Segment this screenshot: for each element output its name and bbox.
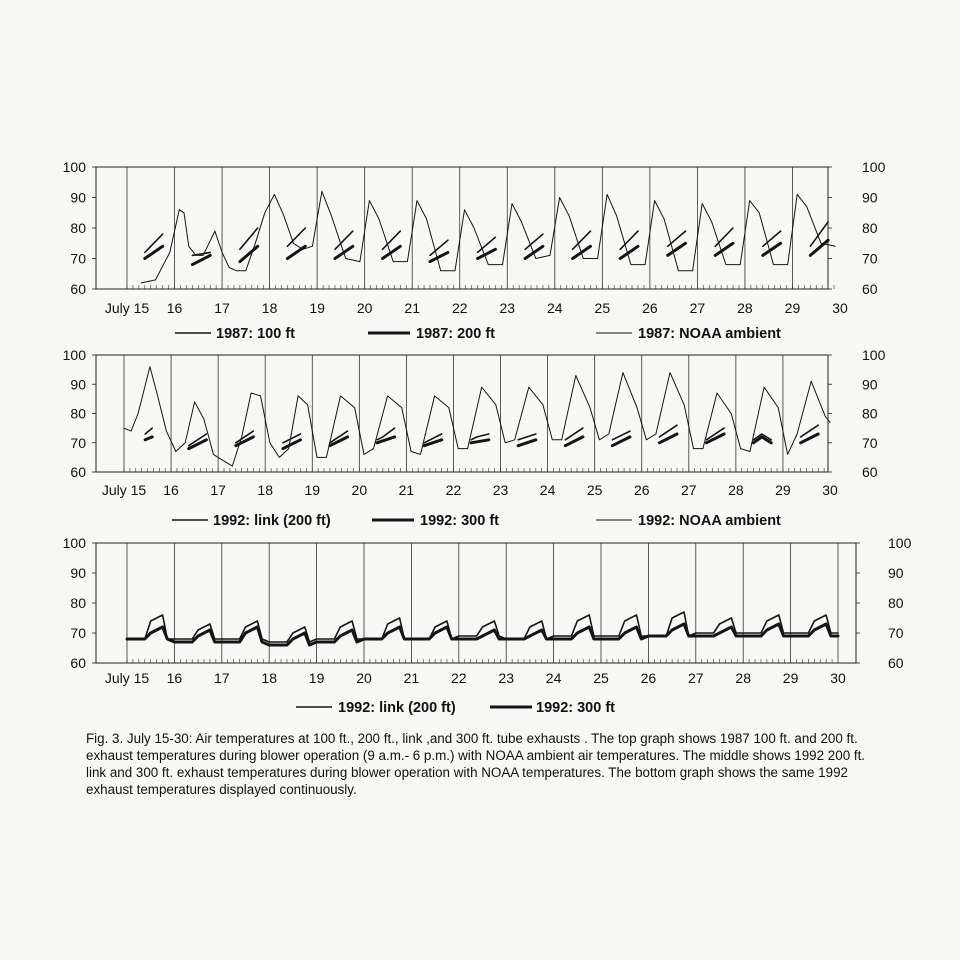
series-segment-heavy (518, 440, 536, 446)
x-tick-label: 23 (492, 482, 509, 498)
x-tick-label: July 15 (104, 300, 150, 316)
x-tick-label: 30 (822, 482, 838, 498)
x-tick-label: 29 (775, 482, 791, 498)
x-tick-label: 18 (257, 482, 273, 498)
x-tick-label: 18 (261, 670, 277, 686)
legend-label: 1992: 300 ft (536, 700, 615, 716)
x-tick-label: 20 (351, 482, 368, 498)
y-tick-label-right: 90 (862, 189, 878, 206)
series-segment-heavy (668, 243, 686, 255)
series-segment-heavy (471, 440, 489, 443)
x-tick-label: 27 (689, 300, 706, 316)
top-panel-1987 (63, 159, 886, 342)
y-tick-label-left: 90 (70, 189, 86, 206)
legend-label: 1987: 200 ft (416, 326, 495, 342)
x-tick-label: July 15 (104, 670, 150, 686)
series-segment-heavy (240, 246, 258, 261)
legend-label: 1992: link (200 ft) (338, 700, 456, 716)
x-tick-label: 17 (214, 300, 230, 316)
series-segment-heavy (145, 437, 152, 440)
y-tick-label-left: 70 (70, 434, 86, 451)
series-segment-medium (240, 228, 258, 249)
series-segment-heavy (763, 243, 781, 255)
x-tick-label: 25 (586, 482, 603, 498)
x-tick-label: 25 (594, 300, 611, 316)
y-tick-label-left: 60 (70, 281, 86, 297)
legend-label: 1987: NOAA ambient (638, 326, 781, 342)
x-tick-label: 16 (166, 670, 183, 686)
y-tick-label-left: 60 (70, 464, 86, 480)
y-tick-label-left: 80 (70, 595, 86, 611)
series-segment-heavy (715, 243, 733, 255)
x-tick-label: 16 (163, 482, 179, 498)
y-tick-label-left: 100 (62, 159, 86, 175)
x-tick-label: 23 (498, 670, 514, 686)
x-tick-label: 24 (545, 670, 562, 686)
y-tick-label-left: 100 (62, 535, 86, 551)
figure-caption: Fig. 3. July 15-30: Air temperatures at 100 ft., 200 ft., link ,and 300 ft. tube exhausts . The top graph shows 1987 100 ft. and 200 ft. exhaust temperatures during blower operation (9 a.m.- 6 p.m.) with NOAA ambient air temperatures. The middle shows 1992 200 ft. link and 300 ft. exhaust temperatures during blower operation with NOAA temperatures. The bottom graph shows the same 1992 exhaust temperatures displayed continuously. (86, 731, 866, 797)
y-tick-label-right: 80 (862, 220, 878, 236)
x-tick-label: 22 (451, 670, 467, 686)
bottom-panel-1992-continuous (63, 535, 912, 716)
x-tick-label: 27 (681, 482, 697, 498)
x-tick-label: 29 (784, 300, 801, 316)
y-tick-label-right: 60 (862, 281, 878, 297)
series-line-thin (124, 367, 830, 466)
middle-panel-1992 (63, 347, 886, 529)
x-tick-label: 17 (210, 482, 226, 498)
x-tick-label: 25 (593, 670, 609, 686)
y-tick-label-right: 60 (862, 464, 878, 480)
x-tick-label: 21 (404, 300, 420, 316)
y-tick-label-left: 60 (70, 655, 86, 671)
x-tick-label: 22 (451, 300, 468, 316)
x-tick-label: 30 (832, 300, 848, 316)
x-tick-label: 24 (539, 482, 556, 498)
x-tick-label: 21 (398, 482, 415, 498)
x-tick-label: 21 (403, 670, 420, 686)
series-segment-heavy (525, 246, 543, 258)
x-tick-label: 29 (782, 670, 799, 686)
legend-label: 1992: link (200 ft) (213, 513, 331, 529)
y-tick-label-left: 90 (70, 565, 86, 581)
x-tick-label: 28 (737, 300, 753, 316)
y-tick-label-left: 70 (70, 250, 86, 267)
legend-label: 1992: NOAA ambient (638, 513, 781, 529)
y-tick-label-right: 80 (862, 405, 878, 422)
x-tick-label: 17 (214, 670, 230, 686)
plot-frame (96, 543, 856, 663)
series-segment-heavy (145, 246, 163, 258)
x-tick-label: 26 (642, 300, 658, 316)
x-tick-label: July 15 (101, 482, 147, 498)
y-tick-label-right: 70 (888, 625, 904, 641)
x-tick-label: 26 (633, 482, 650, 498)
x-tick-label: 26 (640, 670, 657, 686)
plot-frame (96, 355, 828, 472)
y-tick-label-right: 100 (888, 535, 912, 551)
x-tick-label: 19 (309, 300, 325, 316)
x-tick-label: 20 (356, 300, 373, 316)
x-tick-label: 30 (830, 670, 846, 686)
series-segment-medium (145, 428, 152, 434)
series-segment-heavy (192, 255, 210, 264)
y-tick-label-right: 100 (862, 347, 886, 363)
y-tick-label-left: 80 (70, 405, 86, 422)
y-tick-label-right: 70 (862, 434, 878, 451)
y-tick-label-right: 70 (862, 250, 878, 267)
y-tick-label-left: 100 (62, 347, 86, 363)
x-tick-label: 24 (547, 300, 563, 316)
x-tick-label: 20 (356, 670, 372, 686)
x-tick-label: 22 (445, 482, 462, 498)
x-tick-label: 19 (308, 670, 325, 686)
y-tick-label-left: 80 (70, 220, 86, 236)
x-tick-label: 19 (304, 482, 321, 498)
y-tick-label-right: 90 (888, 565, 904, 581)
y-tick-label-right: 60 (888, 655, 904, 671)
series-line-thin (141, 191, 835, 283)
x-tick-label: 28 (728, 482, 744, 498)
x-tick-label: 18 (261, 300, 278, 316)
y-tick-label-left: 90 (70, 376, 86, 393)
series-segment-medium (287, 228, 305, 246)
series-segment-medium (518, 434, 536, 440)
legend-label: 1992: 300 ft (420, 513, 499, 529)
x-tick-label: 28 (735, 670, 751, 686)
series-segment-heavy (620, 246, 638, 258)
x-tick-label: 27 (688, 670, 704, 686)
series-segment-heavy (287, 246, 305, 258)
x-tick-label: 16 (166, 300, 183, 316)
y-tick-label-right: 90 (862, 376, 878, 393)
legend-label: 1987: 100 ft (216, 326, 295, 342)
y-tick-label-left: 70 (70, 625, 86, 641)
x-tick-label: 23 (499, 300, 516, 316)
y-tick-label-right: 100 (862, 159, 886, 175)
y-tick-label-right: 80 (888, 595, 904, 611)
